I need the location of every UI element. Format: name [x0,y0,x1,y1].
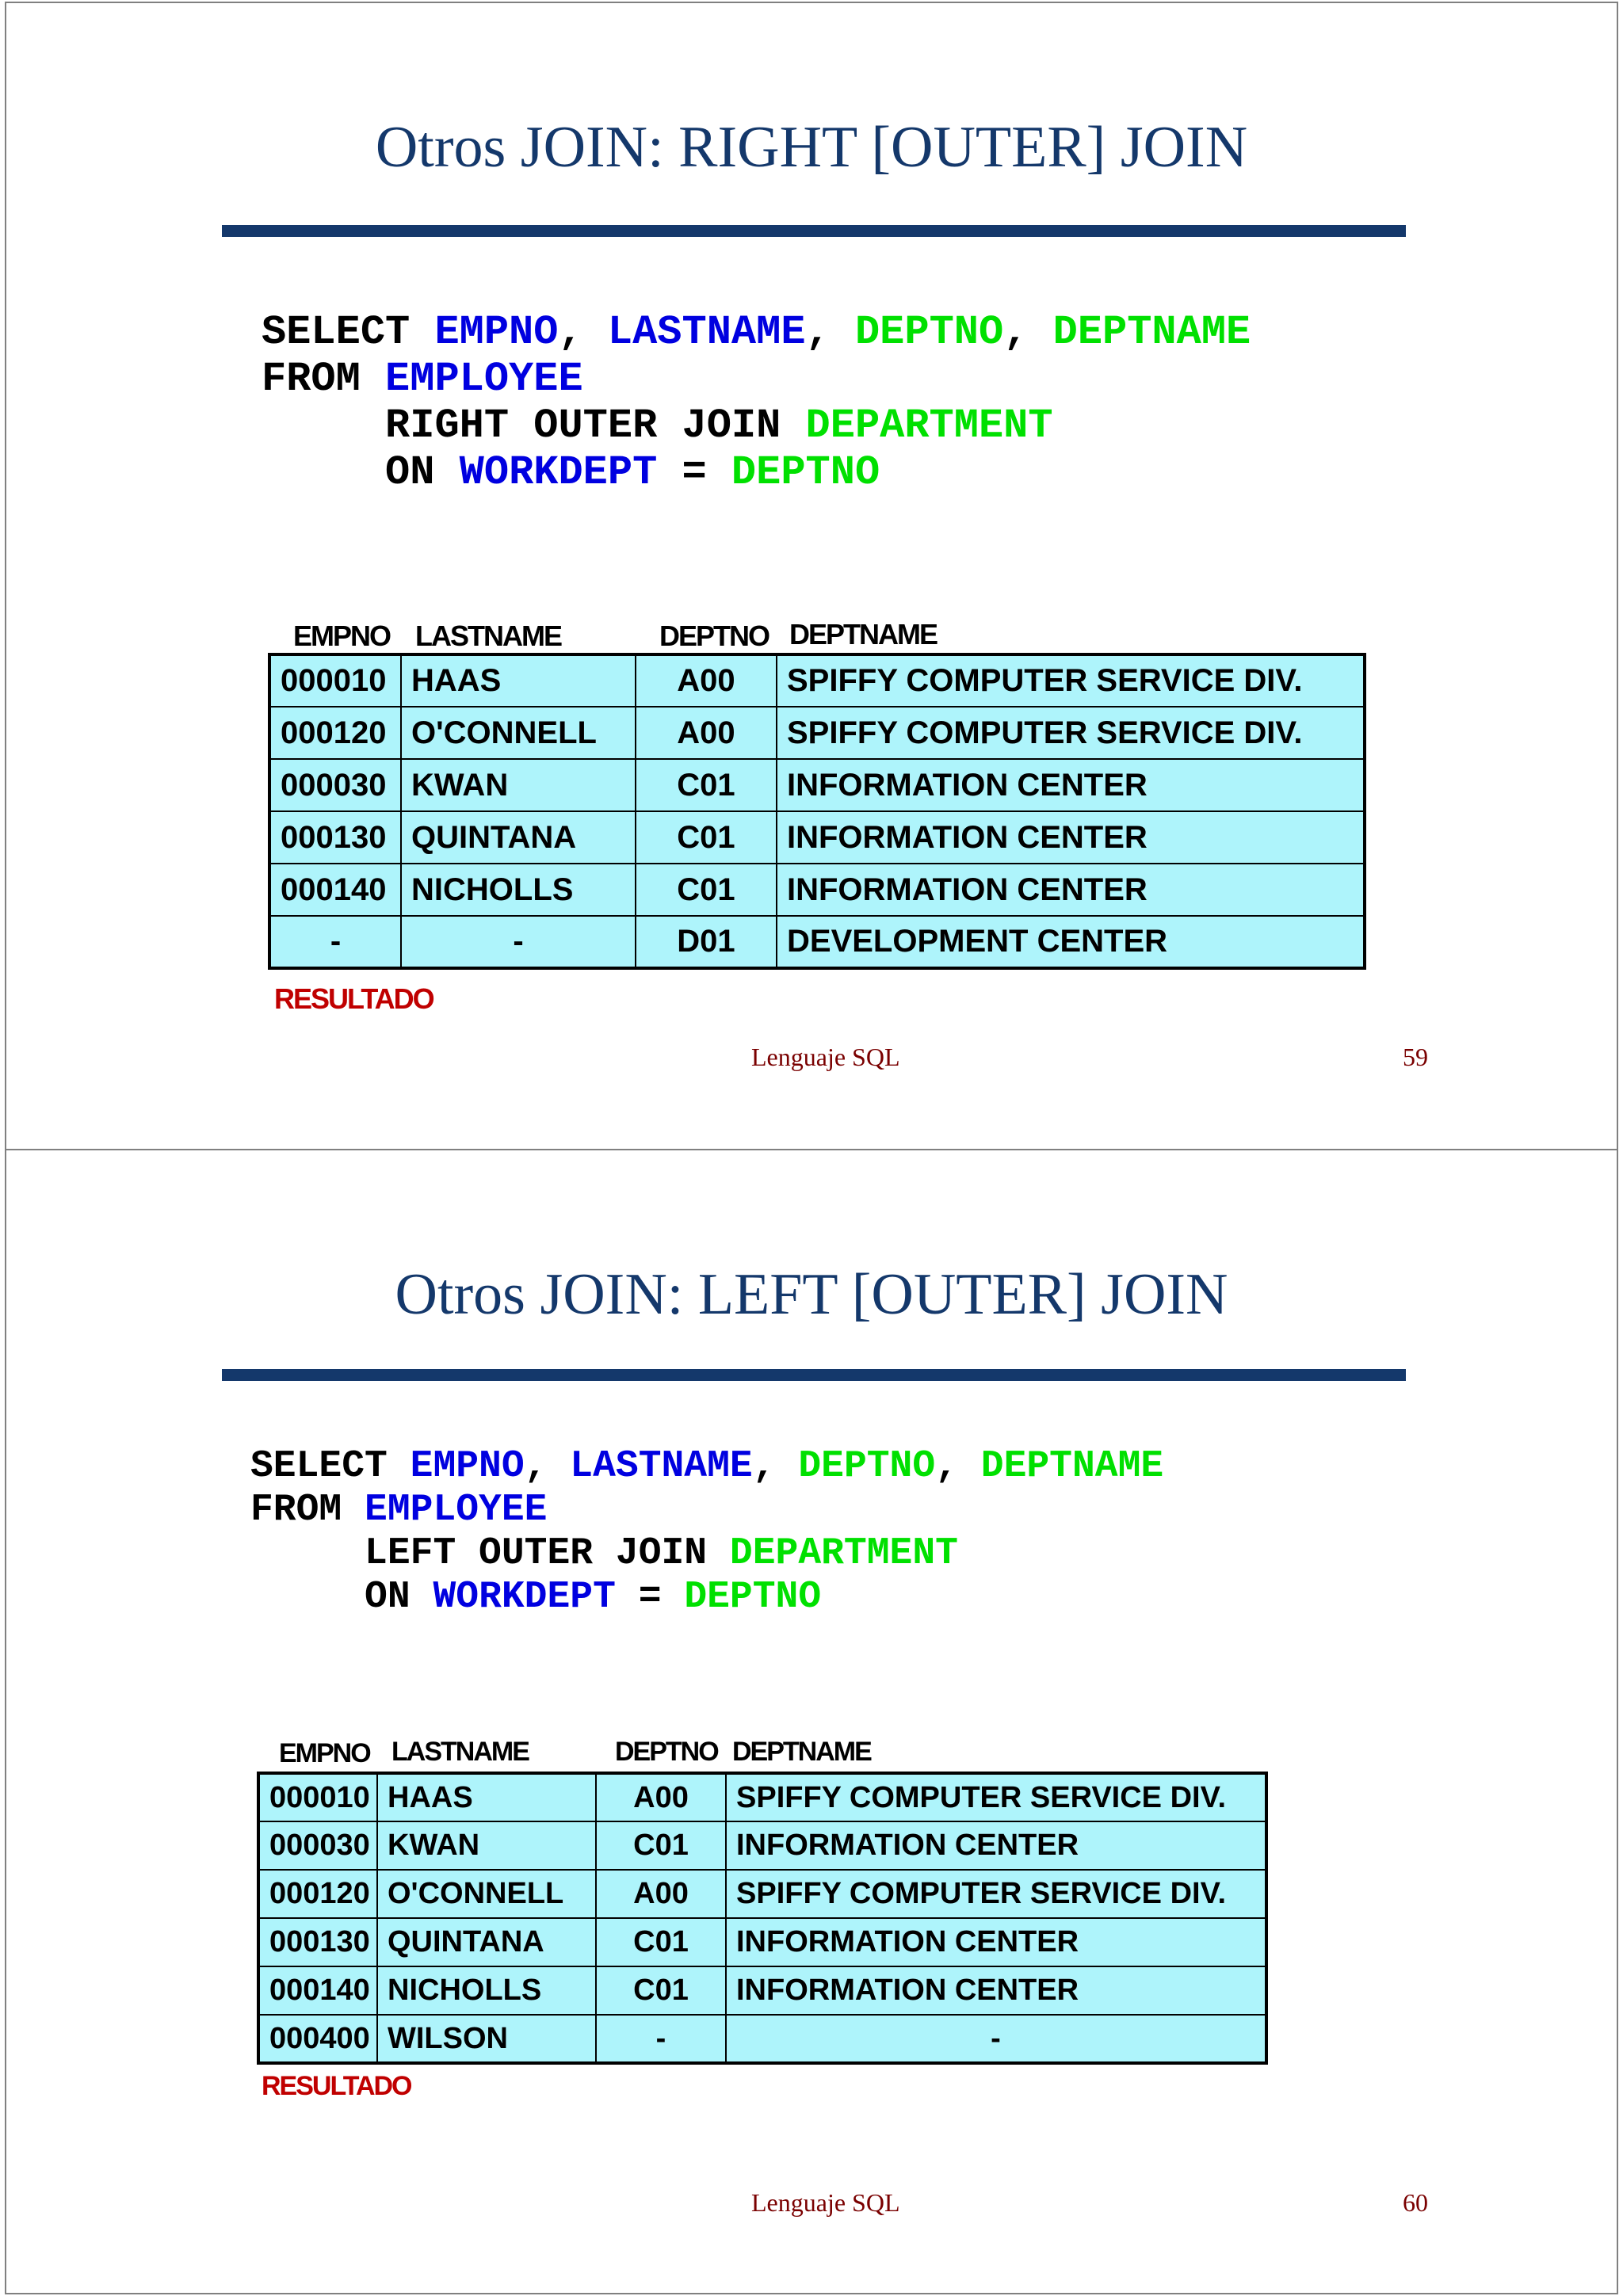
sql-column-workdept: WORKDEPT [459,449,658,496]
cell-deptname: SPIFFY COMPUTER SERVICE DIV. [777,654,1365,707]
column-header-deptno: DEPTNO [615,1737,718,1767]
cell-empno: 000030 [269,759,401,811]
cell-deptno: C01 [636,811,777,864]
cell-lastname: HAAS [377,1773,596,1821]
cell-lastname: QUINTANA [401,811,636,864]
sql-operator: = [657,449,731,496]
cell-empno: 000130 [269,811,401,864]
page-number: 59 [1403,1043,1428,1071]
column-header-lastname: LASTNAME [415,620,561,652]
slide-60 [5,1149,1618,2294]
column-header-deptname: DEPTNAME [789,618,938,650]
cell-deptno: A00 [636,707,777,759]
title-rule [222,225,1406,237]
slide-title: Otros JOIN: LEFT [OUTER] JOIN [395,1262,1228,1327]
cell-deptno: A00 [596,1773,726,1821]
result-table [268,653,1366,970]
sql-keyword: ON [365,1576,433,1619]
footer-title: Lenguaje SQL [751,2188,900,2217]
sql-keyword: FROM [250,1489,365,1531]
cell-empno: 000010 [269,654,401,707]
cell-empno: 000030 [258,1821,377,1870]
cell-deptname: INFORMATION CENTER [777,811,1365,864]
sql-keyword: SELECT [262,309,435,356]
cell-deptname: INFORMATION CENTER [726,1966,1266,2015]
cell-lastname: HAAS [401,654,636,707]
title-rule [222,1369,1406,1381]
column-header-deptno: DEPTNO [659,620,769,652]
slide-59 [5,2,1618,1150]
cell-deptno: C01 [596,1821,726,1870]
sql-comma: , [805,309,855,356]
table-row [258,2015,1266,2063]
column-header-deptname: DEPTNAME [732,1737,871,1767]
cell-empno: 000140 [269,864,401,916]
result-label: RESULTADO [262,2071,411,2101]
sql-table-employee: EMPLOYEE [385,356,583,402]
sql-comma: , [1003,309,1053,356]
sql-comma: , [558,309,608,356]
sql-column-workdept: WORKDEPT [433,1576,616,1619]
cell-lastname: O'CONNELL [377,1870,596,1918]
footer-title: Lenguaje SQL [751,1043,900,1071]
column-header-lastname: LASTNAME [391,1737,529,1767]
table-row [269,759,1365,811]
sql-comma: , [935,1445,981,1488]
sql-column-lastname: LASTNAME [570,1445,753,1488]
cell-lastname: O'CONNELL [401,707,636,759]
sql-table-department: DEPARTMENT [729,1532,958,1575]
cell-deptname: DEVELOPMENT CENTER [777,916,1365,968]
cell-deptno: C01 [596,1966,726,2015]
table-row [269,654,1365,707]
sql-code [250,1445,1163,1619]
sql-column-deptname: DEPTNAME [1052,309,1251,356]
sql-keyword: SELECT [250,1445,411,1488]
cell-deptno: C01 [636,864,777,916]
sql-keyword: LEFT OUTER JOIN [365,1532,730,1575]
table-row [258,1870,1266,1918]
cell-deptno: D01 [636,916,777,968]
sql-keyword: ON [385,449,460,496]
cell-lastname: NICHOLLS [401,864,636,916]
cell-deptno: A00 [596,1870,726,1918]
table-row [269,707,1365,759]
cell-lastname: QUINTANA [377,1918,596,1966]
cell-deptname: SPIFFY COMPUTER SERVICE DIV. [777,707,1365,759]
cell-empno: 000120 [258,1870,377,1918]
table-row [269,811,1365,864]
cell-deptname: INFORMATION CENTER [726,1821,1266,1870]
sql-keyword: RIGHT OUTER JOIN [385,402,806,449]
column-header-empno: EMPNO [293,620,391,652]
table-row [258,1773,1266,1821]
cell-deptname: - [726,2015,1266,2063]
page-number: 60 [1403,2188,1428,2217]
cell-deptno: C01 [636,759,777,811]
table-row [258,1821,1266,1870]
result-label: RESULTADO [274,982,433,1015]
cell-deptname: SPIFFY COMPUTER SERVICE DIV. [726,1773,1266,1821]
sql-column-deptno: DEPTNO [731,449,880,496]
cell-deptname: SPIFFY COMPUTER SERVICE DIV. [726,1870,1266,1918]
sql-column-lastname: LASTNAME [607,309,806,356]
cell-empno: 000120 [269,707,401,759]
cell-empno: 000010 [258,1773,377,1821]
table-row [258,1918,1266,1966]
table-row [258,1966,1266,2015]
cell-empno: 000400 [258,2015,377,2063]
cell-empno: 000130 [258,1918,377,1966]
column-header-empno: EMPNO [279,1738,370,1768]
cell-lastname: NICHOLLS [377,1966,596,2015]
cell-deptno: A00 [636,654,777,707]
cell-deptname: INFORMATION CENTER [777,864,1365,916]
sql-column-deptno: DEPTNO [854,309,1004,356]
sql-column-empno: EMPNO [410,1445,525,1488]
cell-deptno: - [596,2015,726,2063]
sql-table-department: DEPARTMENT [805,402,1053,449]
sql-operator: = [615,1576,685,1619]
cell-deptname: INFORMATION CENTER [777,759,1365,811]
sql-column-deptname: DEPTNAME [980,1445,1164,1488]
result-table [257,1772,1268,2065]
cell-lastname: - [401,916,636,968]
sql-table-employee: EMPLOYEE [365,1489,548,1531]
sql-column-empno: EMPNO [434,309,559,356]
sql-comma: , [752,1445,799,1488]
cell-deptno: C01 [596,1918,726,1966]
cell-lastname: KWAN [377,1821,596,1870]
slide-title: Otros JOIN: RIGHT [OUTER] JOIN [375,115,1248,180]
sql-keyword: FROM [262,356,386,402]
table-row [269,864,1365,916]
sql-comma: , [524,1445,571,1488]
cell-deptname: INFORMATION CENTER [726,1918,1266,1966]
cell-empno: 000140 [258,1966,377,2015]
sql-column-deptno: DEPTNO [798,1445,936,1488]
cell-empno: - [269,916,401,968]
sql-code [262,309,1251,496]
cell-lastname: WILSON [377,2015,596,2063]
table-row [269,916,1365,968]
cell-lastname: KWAN [401,759,636,811]
sql-column-deptno: DEPTNO [684,1576,822,1619]
